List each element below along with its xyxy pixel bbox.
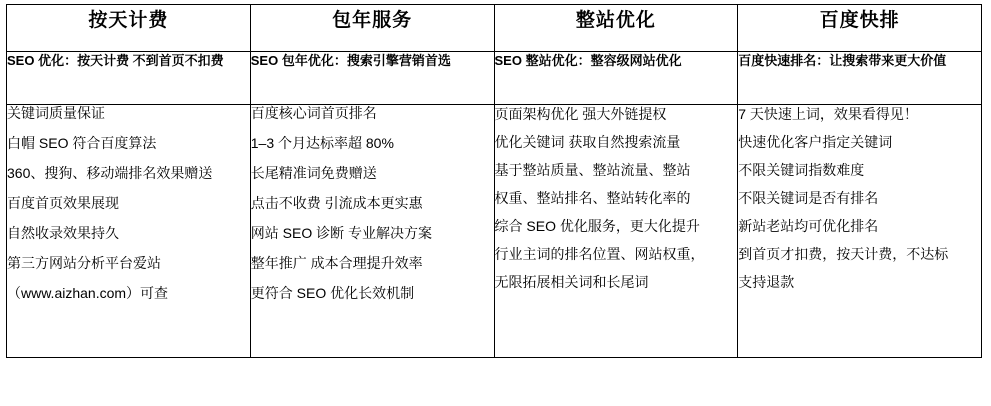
column-subtitle-cell — [7, 52, 251, 105]
column-title-cell — [7, 5, 251, 52]
feature-list — [495, 105, 738, 292]
column-subtitle: SEO 优化：按天计费 不到首页不扣费 — [7, 53, 224, 68]
list-item: 优化关键词 获取自然搜索流量 — [494, 134, 681, 150]
column-subtitle-cell — [250, 52, 494, 105]
list-item: 白帽 SEO 符合百度算法 — [7, 135, 157, 151]
feature-list — [7, 105, 250, 302]
list-item: 基于整站质量、整站流量、整站 — [494, 162, 691, 178]
column-title-cell — [738, 5, 982, 52]
column-features-cell — [250, 105, 494, 358]
column-subtitle: SEO 整站优化：整容级网站优化 — [494, 53, 682, 68]
list-item: 自然收录效果持久 — [7, 225, 119, 241]
column-subtitle: 百度快速排名：让搜索带来更大价值 — [738, 53, 947, 68]
list-item: 网站 SEO 诊断 专业解决方案 — [250, 225, 432, 241]
list-item: 1–3 个月达标率超 80% — [250, 135, 394, 151]
column-title: 包年服务 — [332, 10, 413, 31]
column-subtitle-cell — [494, 52, 738, 105]
column-title: 按天计费 — [88, 10, 169, 31]
list-item: 关键词质量保证 — [7, 105, 105, 121]
list-item: 不限关键词是否有排名 — [738, 190, 879, 206]
column-features-cell — [7, 105, 251, 358]
list-item: 360、搜狗、移动端排名效果赠送 — [7, 165, 213, 181]
feature-list — [251, 105, 494, 302]
feature-list — [738, 105, 981, 292]
column-title-cell — [250, 5, 494, 52]
pricing-comparison-table — [6, 4, 982, 358]
list-item: 百度核心词首页排名 — [250, 105, 377, 121]
column-subtitle-cell — [738, 52, 982, 105]
column-features-cell — [494, 105, 738, 358]
column-title-cell — [494, 5, 738, 52]
list-item: 快速优化客户指定关键词 — [738, 134, 893, 150]
list-item: 综合 SEO 优化服务，更大化提升 — [494, 218, 700, 234]
list-item: 第三方网站分析平台爱站 — [7, 255, 161, 271]
list-item: （www.aizhan.com）可查 — [7, 285, 169, 301]
table-body-row — [7, 105, 982, 358]
column-title: 整站优化 — [575, 10, 656, 31]
table-subtitle-row — [7, 52, 982, 105]
list-item: 百度首页效果展现 — [7, 195, 119, 211]
list-item: 支持退款 — [738, 274, 795, 290]
list-item: 更符合 SEO 优化长效机制 — [250, 285, 415, 301]
list-item: 整年推广 成本合理提升效率 — [250, 255, 423, 271]
column-title: 百度快排 — [819, 10, 900, 31]
list-item: 7 天快速上词，效果看得见！ — [738, 106, 918, 122]
list-item: 不限关键词指数难度 — [738, 162, 865, 178]
list-item: 点击不收费 引流成本更实惠 — [250, 195, 423, 211]
list-item: 新站老站均可优化排名 — [738, 218, 879, 234]
column-subtitle: SEO 包年优化：搜索引擎营销首选 — [250, 53, 451, 68]
list-item: 到首页才扣费，按天计费，不达标 — [738, 246, 949, 262]
list-item: 页面架构优化 强大外链提权 — [494, 106, 667, 122]
list-item: 权重、整站排名、整站转化率的 — [494, 190, 691, 206]
list-item: 行业主词的排名位置、网站权重， — [494, 246, 705, 262]
list-item: 无限拓展相关词和长尾词 — [494, 274, 649, 290]
table-header-row — [7, 5, 982, 52]
column-features-cell — [738, 105, 982, 358]
list-item: 长尾精准词免费赠送 — [250, 165, 377, 181]
